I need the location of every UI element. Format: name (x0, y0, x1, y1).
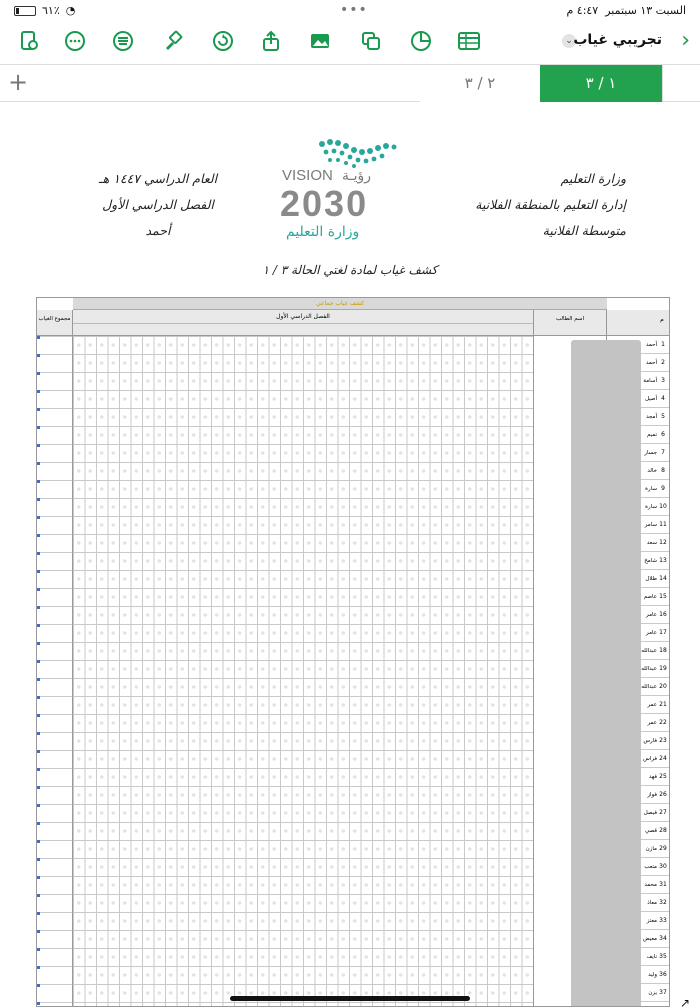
student-name: عاصم (643, 593, 657, 600)
sheet-tabs (0, 64, 700, 102)
pencil-icon[interactable]: ↗ (680, 996, 691, 1007)
row-number: 31 (659, 881, 667, 888)
student-name: قصي (645, 827, 657, 834)
vision-text: VISION (282, 167, 333, 184)
row-number: 6 (661, 431, 665, 438)
chevron-down-icon[interactable]: ⌄ (562, 34, 576, 48)
student-name: معاذ (647, 899, 657, 906)
table-row[interactable] (641, 714, 669, 732)
table-row[interactable] (641, 498, 669, 516)
share-icon[interactable] (258, 30, 284, 56)
student-name: يزن (648, 989, 657, 996)
student-name: أمجد (646, 413, 657, 420)
ministry-line-3: متوسطة الفلانية (542, 223, 626, 238)
ruya-text: رؤيـة (342, 168, 372, 184)
student-name: عبدالله (641, 683, 657, 690)
sheet-title: كشف غياب لمادة لغتي الحالة ٣ / ١ (262, 263, 438, 277)
student-name: عمر (647, 701, 657, 708)
student-name: طلال (645, 575, 657, 582)
student-name: معيض (643, 935, 657, 942)
student-name: وليد (648, 971, 657, 978)
row-number: 17 (659, 629, 667, 636)
table-row[interactable] (641, 444, 669, 462)
table-row[interactable] (641, 984, 669, 1002)
row-number: 1 (661, 341, 665, 348)
table-row[interactable] (641, 516, 669, 534)
tab-sheet-1[interactable]: ١ / ٣ (540, 65, 662, 102)
row-number: 22 (659, 719, 667, 726)
table-row[interactable] (641, 390, 669, 408)
row-number: 24 (659, 755, 667, 762)
table-row[interactable] (641, 678, 669, 696)
multitask-dots[interactable]: ••• (340, 2, 368, 18)
student-name: شامخ (644, 557, 657, 564)
attendance-table[interactable] (36, 297, 670, 1007)
row-number: 34 (659, 935, 667, 942)
year-header (58, 166, 258, 244)
row-number: 5 (661, 413, 665, 420)
row-number: 4 (661, 395, 665, 402)
battery-percent: ٦١٪ (42, 4, 60, 17)
table-row[interactable] (641, 786, 669, 804)
row-number: 11 (659, 521, 667, 528)
ministry-line-2: إدارة التعليم بالمنطقة الفلانية (475, 197, 626, 212)
table-row[interactable] (641, 768, 669, 786)
row-number: 12 (659, 539, 667, 546)
year-line-1: العام الدراسي ١٤٤٧ هـ (98, 171, 218, 186)
row-number: 32 (659, 899, 667, 906)
student-name: خالد (647, 467, 657, 474)
row-number: 7 (661, 449, 665, 456)
table-row[interactable] (641, 858, 669, 876)
student-name: عامر (646, 611, 657, 618)
student-name: أسامة (643, 377, 657, 384)
ministry-line-1: وزارة التعليم (560, 171, 626, 186)
table-row[interactable] (641, 966, 669, 984)
status-right (566, 4, 686, 17)
row-number: 27 (659, 809, 667, 816)
year-line-2: الفصل الدراسي الأول (102, 197, 214, 212)
table-row[interactable] (641, 840, 669, 858)
student-name: فراس (643, 755, 657, 762)
year-text: 2030 (280, 183, 369, 224)
student-name: جسار (644, 449, 657, 456)
student-name: أحمد (646, 359, 657, 366)
table-row[interactable] (641, 822, 669, 840)
student-name: فارس (643, 737, 657, 744)
row-number: 15 (659, 593, 667, 600)
row-number: 10 (659, 503, 667, 510)
student-name: عبدالله (641, 647, 657, 654)
vision-2030-logo (262, 134, 412, 246)
format-icon[interactable] (110, 30, 136, 56)
more-icon[interactable] (62, 30, 88, 56)
table-row[interactable] (641, 876, 669, 894)
total-absence-column[interactable] (37, 336, 73, 1007)
student-name: أحمد (646, 341, 657, 348)
table-banner: كشف غياب جماعي (73, 298, 607, 310)
status-time: ٤:٤٧ م (566, 4, 599, 17)
student-name: سامر (644, 521, 657, 528)
row-number: 21 (659, 701, 667, 708)
row-number: 33 (659, 917, 667, 924)
table-row[interactable] (641, 804, 669, 822)
table-row[interactable] (641, 408, 669, 426)
row-number: 23 (659, 737, 667, 744)
status-date: السبت ١٣ سبتمبر (605, 4, 686, 17)
status-left (14, 4, 75, 17)
home-indicator[interactable] (230, 996, 470, 1001)
media-icon[interactable] (308, 30, 334, 56)
student-name: عامر (646, 629, 657, 636)
row-number: 14 (659, 575, 667, 582)
student-name: تميم (646, 431, 657, 438)
student-name: متعب (644, 863, 657, 870)
table-row[interactable] (641, 642, 669, 660)
table-row[interactable] (641, 462, 669, 480)
tab-sheet-2[interactable]: ٢ / ٣ (420, 65, 540, 102)
student-name: فهد (648, 773, 657, 780)
row-number: 19 (659, 665, 667, 672)
student-name: سارة (645, 485, 657, 492)
paintbrush-icon[interactable] (160, 30, 186, 56)
table-row[interactable] (641, 426, 669, 444)
undo-icon[interactable] (210, 30, 236, 56)
student-name: سارة (645, 503, 657, 510)
row-number: 13 (659, 557, 667, 564)
row-number: 9 (661, 485, 665, 492)
row-number-header: م (660, 316, 664, 323)
table-row[interactable] (641, 696, 669, 714)
row-number: 29 (659, 845, 667, 852)
table-row[interactable] (641, 336, 669, 354)
row-number: 35 (659, 953, 667, 960)
row-number: 28 (659, 827, 667, 834)
table-row[interactable] (641, 552, 669, 570)
student-name: محمد (644, 881, 657, 888)
table-row[interactable] (641, 732, 669, 750)
tab-divider (662, 65, 663, 102)
table-row[interactable] (641, 372, 669, 390)
student-name: معتز (646, 917, 657, 924)
total-absence-header: مجموع الغياب (37, 310, 73, 336)
row-number: 37 (659, 989, 667, 996)
row-number: 26 (659, 791, 667, 798)
student-name: أصيل (644, 395, 657, 402)
table-row[interactable] (641, 894, 669, 912)
row-number: 36 (659, 971, 667, 978)
student-name-header: اسم الطالب (533, 310, 607, 336)
reader-icon[interactable] (16, 30, 42, 56)
toolbar (0, 24, 700, 64)
status-bar (0, 0, 700, 22)
document-title[interactable]: تجريبي غياب (573, 32, 662, 48)
ministry-logo-text: وزارة التعليم (286, 224, 360, 240)
back-chevron-icon[interactable]: › (681, 28, 690, 53)
table-row[interactable] (641, 948, 669, 966)
table-row[interactable] (641, 606, 669, 624)
table-row[interactable] (641, 750, 669, 768)
table-row[interactable] (641, 570, 669, 588)
student-name: فيصل (643, 809, 657, 816)
row-number: 20 (659, 683, 667, 690)
battery-icon (14, 6, 36, 16)
wifi-icon: ◔ (65, 4, 76, 17)
student-name: عمر (647, 719, 657, 726)
row-number: 18 (659, 647, 667, 654)
row-number: 25 (659, 773, 667, 780)
spreadsheet-icon[interactable] (456, 30, 482, 56)
ministry-header (396, 166, 626, 244)
student-name: نايف (646, 953, 657, 960)
table-row[interactable] (641, 588, 669, 606)
redacted-names (571, 340, 641, 1007)
table-row[interactable] (641, 354, 669, 372)
table-row[interactable] (641, 660, 669, 678)
row-number: 3 (661, 377, 665, 384)
table-row[interactable] (641, 912, 669, 930)
table-row[interactable] (641, 480, 669, 498)
row-number: 2 (661, 359, 665, 366)
shapes-icon[interactable] (358, 30, 384, 56)
chart-icon[interactable] (408, 30, 434, 56)
student-name: فواز (647, 791, 657, 798)
row-number: 16 (659, 611, 667, 618)
student-name: سعد (646, 539, 657, 546)
add-sheet-button[interactable]: + (8, 68, 29, 96)
semester-header: الفصل الدراسي الأول (73, 310, 533, 324)
table-row[interactable] (641, 930, 669, 948)
student-name: مازن (645, 845, 657, 852)
attendance-grid[interactable] (73, 336, 533, 1007)
student-name: عبدالله (641, 665, 657, 672)
table-row[interactable] (641, 534, 669, 552)
row-labels (641, 336, 669, 1002)
table-row[interactable] (641, 624, 669, 642)
row-number: 8 (661, 467, 665, 474)
year-line-3: أحمد (145, 223, 171, 238)
row-number: 30 (659, 863, 667, 870)
